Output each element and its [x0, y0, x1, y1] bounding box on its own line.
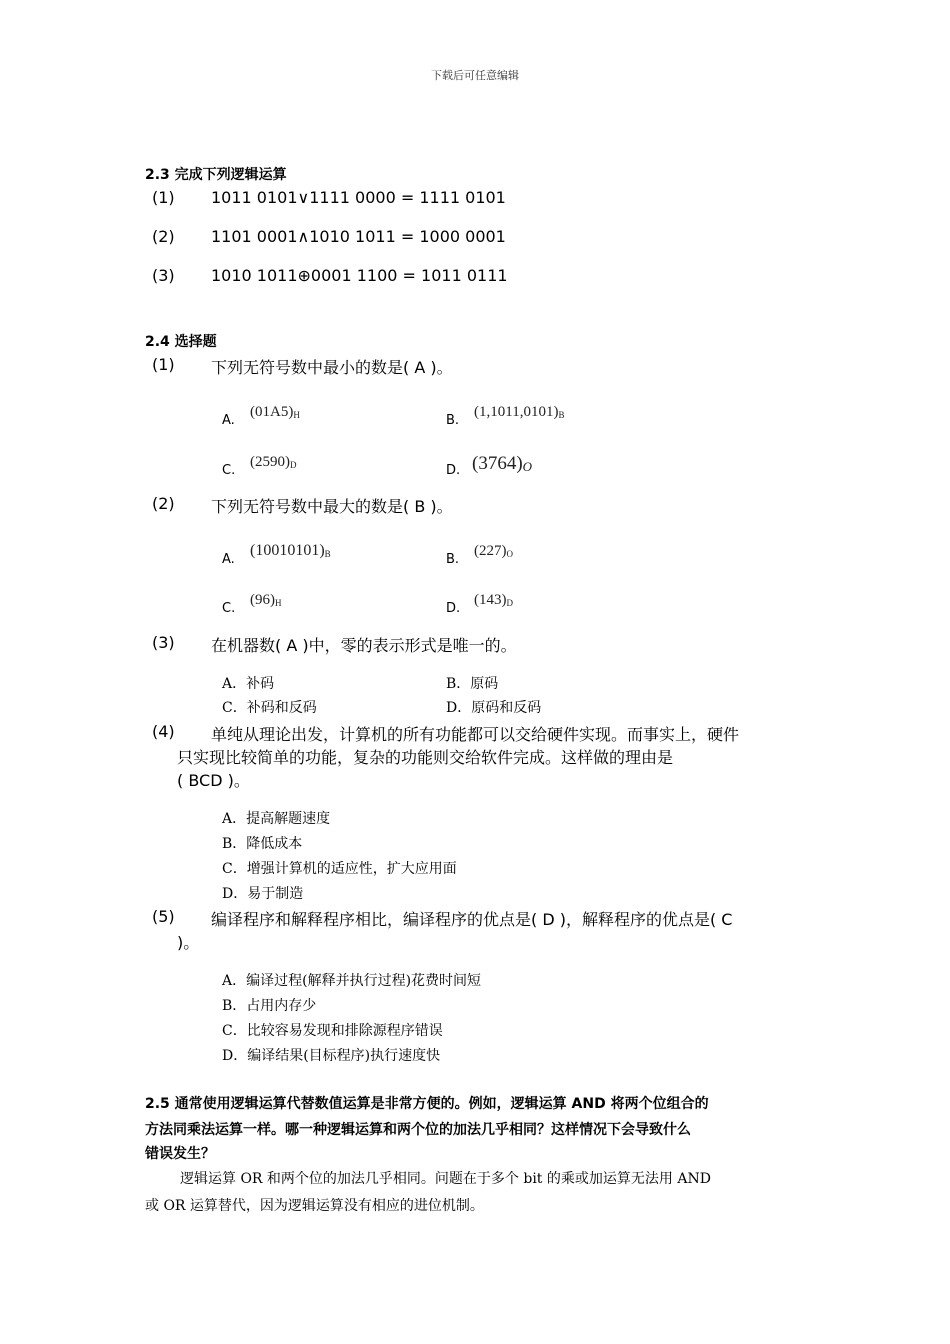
option-label: B.: [446, 413, 460, 428]
logic-expression: 1011 0101∨1111 0000 = 1111 0101: [211, 188, 506, 207]
question-number: (4): [152, 722, 175, 741]
option-value: $(10010101)_B$: [250, 542, 331, 559]
section-2-4-title: 2.4 选择题: [145, 334, 217, 350]
option: A．补码: [222, 676, 275, 692]
section-2-5-question: 2.5 通常使用逻辑运算代替数值运算是非常方便的。例如，逻辑运算 AND 将两个位组合的: [145, 1096, 709, 1112]
option: A．编译过程(解释并执行过程)花费时间短: [222, 973, 482, 989]
option-label: C.: [222, 463, 236, 478]
option-value: $(1,1011,0101)_B$: [474, 404, 565, 420]
option-value: $(01A5)_H$: [250, 404, 300, 420]
option: B．原码: [446, 676, 499, 692]
question-number: (3): [152, 633, 175, 652]
option: C．增强计算机的适应性，扩大应用面: [222, 861, 457, 877]
option-value: $(2590)_D$: [250, 454, 297, 470]
option-label: D.: [446, 601, 461, 616]
option-label: A.: [222, 413, 235, 428]
option: D．编译结果(目标程序)执行速度快: [222, 1048, 441, 1064]
section-2-3-title: 2.3 完成下列逻辑运算: [145, 167, 287, 183]
item-number: (3): [152, 266, 175, 285]
option-label: A.: [222, 552, 235, 567]
question-text: 下列无符号数中最小的数是( A )。: [211, 358, 453, 377]
option-label: D.: [446, 463, 461, 478]
option-label: B.: [446, 552, 460, 567]
logic-expression: 1010 1011⊕0001 1100 = 1011 0111: [211, 266, 508, 285]
section-2-5-answer: 或 OR 运算替代，因为逻辑运算没有相应的进位机制。: [145, 1198, 484, 1214]
option: D．原码和反码: [446, 700, 542, 716]
option: A．提高解题速度: [222, 811, 331, 827]
question-text: 下列无符号数中最大的数是( B )。: [211, 497, 453, 516]
question-text: 单纯从理论出发，计算机的所有功能都可以交给硬件实现。而事实上，硬件: [211, 725, 740, 744]
question-number: (2): [152, 494, 175, 513]
option-value: $(143)_D$: [474, 592, 513, 608]
option-label: C.: [222, 601, 236, 616]
option-value: $(227)_O$: [474, 543, 513, 559]
question-number: (1): [152, 355, 175, 374]
question-text: 在机器数( A )中，零的表示形式是唯一的。: [211, 636, 517, 655]
option: D．易于制造: [222, 886, 304, 902]
option: B．降低成本: [222, 836, 303, 852]
item-number: (1): [152, 188, 175, 207]
item-number: (2): [152, 227, 175, 246]
section-2-5-question: 方法同乘法运算一样。哪一种逻辑运算和两个位的加法几乎相同？这样情况下会导致什么: [145, 1122, 691, 1138]
option: B．占用内存少: [222, 998, 317, 1014]
question-text: ( BCD )。: [177, 771, 250, 790]
option: C．比较容易发现和排除源程序错误: [222, 1023, 443, 1039]
option-value: $(96)_H$: [250, 592, 282, 608]
section-2-5-answer: 逻辑运算 OR 和两个位的加法几乎相同。问题在于多个 bit 的乘或加运算无法用 AND: [180, 1171, 711, 1187]
page-header: 下载后可任意编辑: [431, 69, 519, 82]
question-number: (5): [152, 907, 175, 926]
question-text: 只实现比较简单的功能，复杂的功能则交给软件完成。这样做的理由是: [177, 748, 674, 767]
logic-expression: 1101 0001∧1010 1011 = 1000 0001: [211, 227, 506, 246]
option: C．补码和反码: [222, 700, 317, 716]
section-2-5-question: 错误发生？: [145, 1146, 215, 1162]
question-text: 编译程序和解释程序相比，编译程序的优点是( D )，解释程序的优点是( C: [211, 910, 733, 929]
question-text: )。: [177, 933, 200, 952]
option-value: $(3764)_O$: [472, 453, 533, 474]
